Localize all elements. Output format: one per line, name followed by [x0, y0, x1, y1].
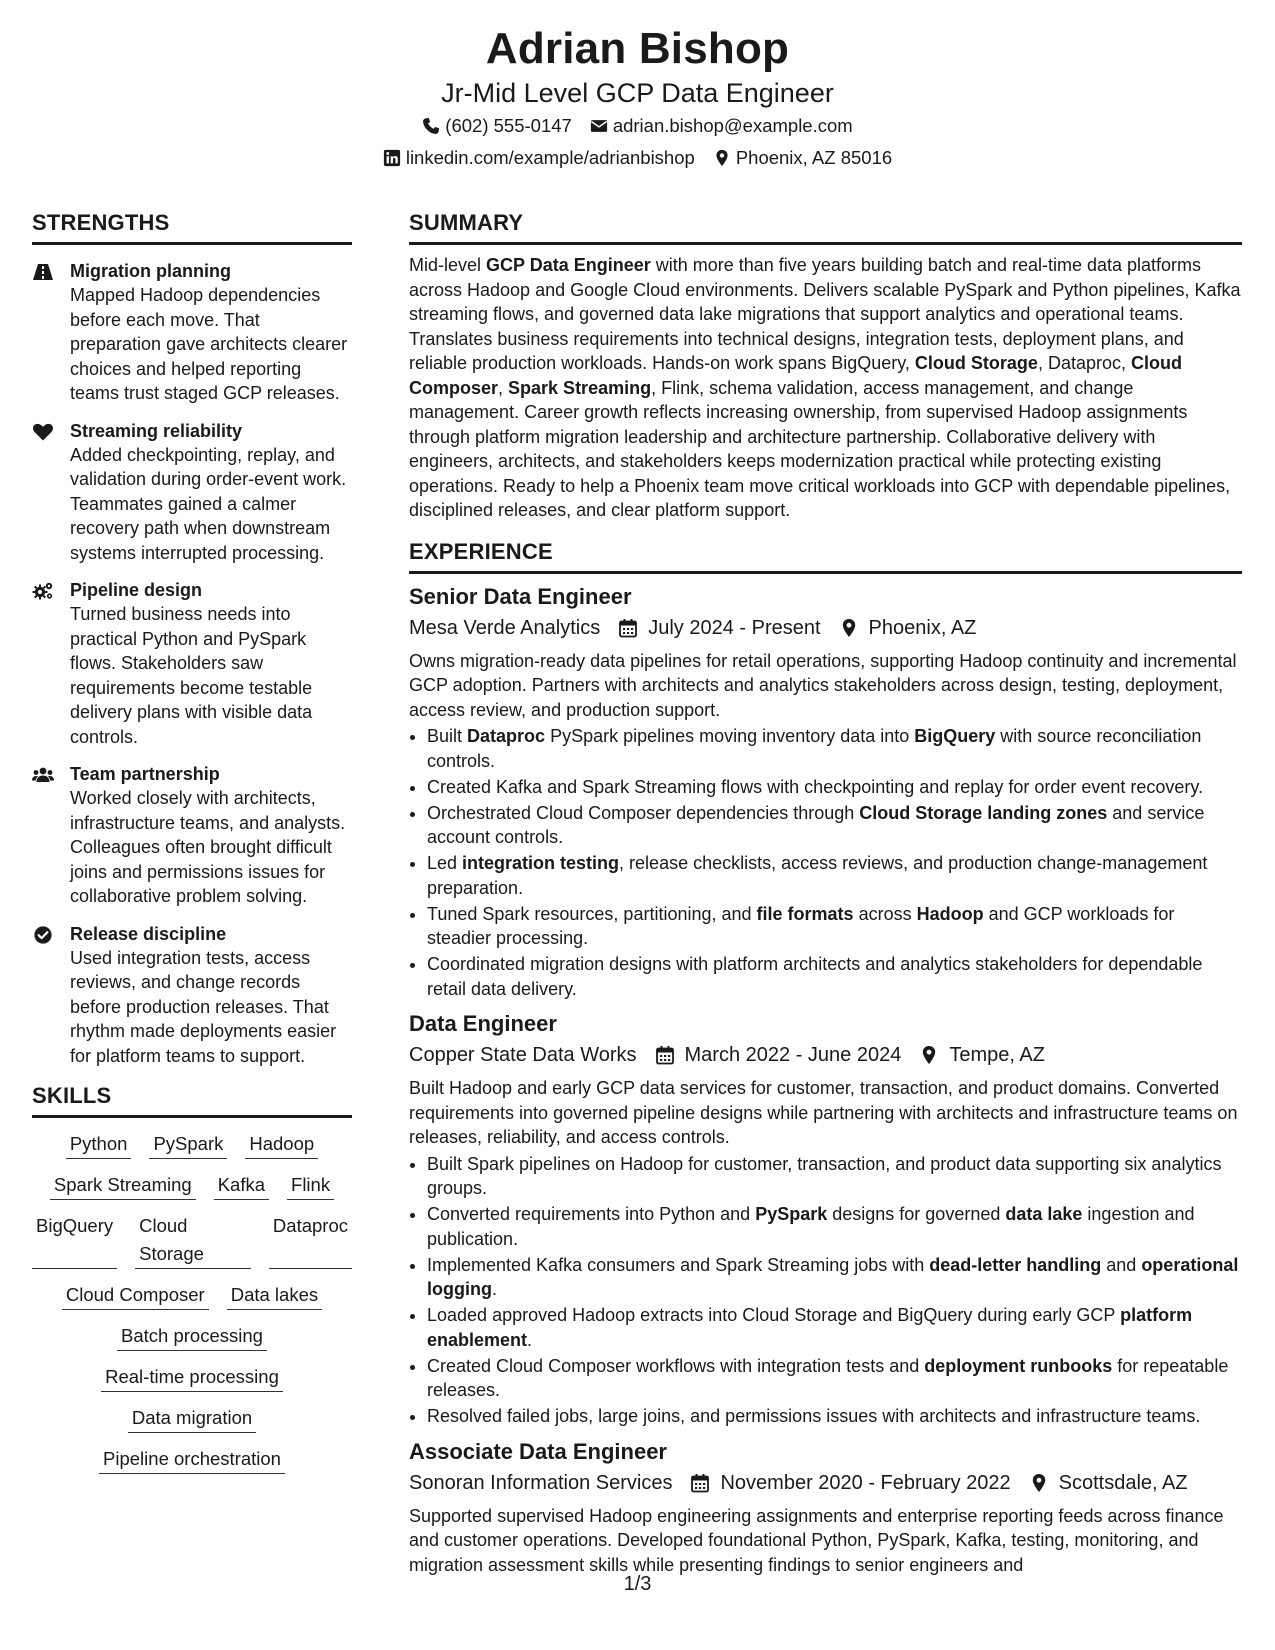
strength-title: Migration planning	[70, 261, 231, 281]
email-contact	[590, 110, 853, 142]
job-meta	[409, 613, 1242, 643]
phone-contact	[422, 110, 572, 142]
check-circle-icon	[32, 922, 70, 1069]
bullet-item: • Loaded approved Hadoop extracts into Cloud Storage and BigQuery during early GCP platform enablement.	[427, 1303, 1242, 1352]
candidate-name: Adrian Bishop	[485, 24, 790, 73]
job-title: Associate Data Engineer	[409, 1438, 667, 1464]
strength-title: Pipeline design	[70, 580, 203, 600]
skill-tag: Python	[66, 1130, 132, 1159]
company-name: Sonoran Information Services	[409, 1471, 673, 1494]
skill-tag: Cloud Storage	[135, 1212, 251, 1269]
email-text[interactable]: adrian.bishop@example.com	[612, 115, 853, 136]
section-divider	[32, 242, 352, 245]
gears-icon	[32, 578, 70, 749]
skills-heading: SKILLS	[32, 1083, 112, 1108]
skill-tag: Cloud Composer	[62, 1281, 209, 1310]
strength-item	[32, 762, 352, 909]
linkedin-contact	[383, 142, 695, 174]
job-title: Senior Data Engineer	[409, 583, 632, 609]
left-column	[32, 208, 352, 1474]
strength-body	[70, 578, 352, 749]
bullet-item: • Tuned Spark resources, partitioning, and file formats across Hadoop and GCP workloads for steadier processing.	[427, 902, 1242, 951]
calendar-icon	[690, 1473, 710, 1493]
calendar-icon	[655, 1045, 675, 1065]
bullet-item: • Created Cloud Composer workflows with integration tests and deployment runbooks for repeatable releases.	[427, 1354, 1242, 1403]
resume-header	[0, 22, 1275, 174]
skills-list	[32, 1130, 352, 1474]
bold-keyword: data lake	[1005, 1204, 1083, 1224]
map-pin-icon	[839, 618, 859, 638]
bold-keyword: operational logging	[427, 1254, 1239, 1299]
strength-body	[70, 419, 352, 566]
strength-description: Turned business needs into practical Python and PySpark flows. Stakeholders saw requirements become testable delivery plans with visible data controls.	[70, 604, 313, 747]
phone-icon	[422, 117, 440, 135]
skill-tag: Data lakes	[227, 1281, 322, 1310]
strength-title: Streaming reliability	[70, 420, 243, 441]
job-meta	[409, 1040, 1242, 1070]
road-icon	[32, 259, 70, 406]
job-location: Phoenix, AZ	[868, 616, 977, 639]
strength-body	[70, 762, 352, 909]
job-meta	[409, 1468, 1242, 1498]
skill-tag: BigQuery	[32, 1212, 117, 1269]
bullet-item: • Implemented Kafka consumers and Spark Streaming jobs with dead-letter handling and operational logging.	[427, 1253, 1242, 1302]
strength-title: Release discipline	[70, 923, 227, 944]
skill-tag: Pipeline orchestration	[99, 1445, 285, 1474]
bullet-item: • Coordinated migration designs with platform architects and analytics stakeholders for dependable retail data delivery.	[427, 952, 1242, 1001]
skill-row	[32, 1445, 352, 1474]
skill-row	[32, 1130, 352, 1159]
job-dates: November 2020 - February 2022	[720, 1471, 1011, 1494]
skill-row	[32, 1281, 352, 1310]
section-divider	[32, 1115, 352, 1118]
section-divider	[409, 242, 1242, 245]
candidate-title: Jr-Mid Level GCP Data Engineer	[441, 78, 834, 108]
bold-keyword: deployment runbooks	[924, 1355, 1113, 1376]
strength-item	[32, 259, 352, 406]
strength-description: Mapped Hadoop dependencies before each move. That preparation gave architects clearer choices and helped reporting teams trust staged GCP releases.	[70, 285, 348, 403]
bold-keyword: Hadoop	[916, 903, 984, 924]
bullet-item: • Created Kafka and Spark Streaming flows with checkpointing and replay for order event recovery.	[427, 775, 1242, 800]
contact-line-1	[0, 110, 1275, 142]
skill-row	[32, 1404, 352, 1433]
skill-row	[32, 1363, 352, 1392]
bold-keyword: Cloud Storage	[914, 353, 1038, 373]
experience-list	[409, 582, 1242, 1578]
right-column	[409, 208, 1242, 1577]
bold-keyword: dead-letter handling	[929, 1254, 1102, 1275]
envelope-icon	[590, 117, 608, 135]
bold-keyword: Dataproc	[467, 726, 546, 746]
strength-item	[32, 578, 352, 749]
company-name: Mesa Verde Analytics	[409, 616, 601, 639]
strengths-heading: STRENGTHS	[32, 210, 170, 235]
strength-body	[70, 922, 352, 1069]
job-description: Supported supervised Hadoop engineering assignments and enterprise reporting feeds across finance and customer operations. Developed foundational Python, PySpark, Kafka, testing, monitoring, and migration assessment skills while presenting findings to senior engineers and	[409, 1505, 1224, 1575]
bold-keyword: Cloud Storage landing zones	[859, 802, 1108, 823]
bullet-item: • Resolved failed jobs, large joins, and permissions issues with architects and infrastructure teams.	[427, 1404, 1242, 1429]
strength-item	[32, 419, 352, 566]
section-divider	[409, 571, 1242, 574]
skill-tag: Data migration	[128, 1404, 256, 1433]
users-icon	[32, 762, 70, 909]
map-pin-icon	[713, 149, 731, 167]
linkedin-text[interactable]: linkedin.com/example/adrianbishop	[405, 147, 695, 168]
map-pin-icon	[1029, 1473, 1049, 1493]
bold-keyword: integration testing	[462, 853, 620, 873]
linkedin-icon	[383, 149, 401, 167]
location-contact	[713, 142, 892, 174]
skill-tag: Spark Streaming	[50, 1171, 196, 1200]
location-text: Phoenix, AZ 85016	[735, 147, 893, 168]
bullet-item: • Converted requirements into Python and PySpark designs for governed data lake ingestion and publication.	[427, 1202, 1242, 1251]
job-dates: March 2022 - June 2024	[684, 1044, 902, 1066]
skill-tag: Batch processing	[117, 1322, 267, 1351]
skill-tag: PySpark	[149, 1130, 227, 1159]
bullet-item: • Built Spark pipelines on Hadoop for customer, transaction, and product data supporting six analytics groups.	[427, 1152, 1242, 1201]
strengths-list	[32, 259, 352, 1068]
heart-icon	[32, 419, 70, 566]
contact-line-2	[0, 142, 1275, 174]
job-bullets	[409, 1152, 1242, 1429]
experience-heading: EXPERIENCE	[409, 538, 553, 564]
map-pin-icon	[919, 1045, 939, 1065]
bold-keyword: PySpark	[755, 1204, 828, 1224]
page-number: 1/3	[623, 1573, 652, 1595]
skill-row	[32, 1322, 352, 1351]
summary-text: Mid-level GCP Data Engineer with more than five years building batch and real-time data platforms across Hadoop and Google Cloud environments. Delivers scalable PySpark and Python pipelines, Kafka streaming flows, and governed data lake migrations that support analytics and operational teams. Translates business requirements into technical designs, integration tests, deployment plans, and reliable production workloads. Hands-on work spans BigQuery, Cloud Storage, Dataproc, Cloud Composer, Spark Streaming, Flink, schema validation, access management, and change management. Career growth reflects increasing ownership, from supervised Hadoop assignments through platform migration leadership and architecture partnership. Collaborative delivery with engineers, architects, and stakeholders keeps modernization practical while protecting existing operations. Ready to help a Phoenix team move critical workloads into GCP with dependable pipelines, disciplined releases, and clear platform support.	[409, 255, 1241, 520]
strength-description: Added checkpointing, replay, and validation during order-event work. Teammates gained a calmer recovery path when downstream systems interrupted processing.	[70, 444, 347, 563]
skill-row	[32, 1212, 352, 1269]
bullet-item: • Led integration testing, release checklists, access reviews, and production change-management preparation.	[427, 851, 1242, 900]
skill-tag: Flink	[287, 1171, 334, 1200]
bold-keyword: file formats	[756, 903, 854, 924]
bullet-item: • Built Dataproc PySpark pipelines moving inventory data into BigQuery with source reconciliation controls.	[427, 724, 1242, 773]
skill-tag: Kafka	[214, 1171, 269, 1200]
job-entry	[409, 1437, 1242, 1578]
job-bullets	[409, 724, 1242, 1001]
skill-tag: Hadoop	[245, 1130, 318, 1159]
job-location: Tempe, AZ	[949, 1044, 1045, 1066]
phone-text[interactable]: (602) 555-0147	[445, 115, 572, 136]
strength-description: Used integration tests, access reviews, and change records before production releases. That rhythm made deployments easier for platform teams to support.	[70, 947, 337, 1066]
calendar-icon	[618, 618, 638, 638]
job-location: Scottsdale, AZ	[1058, 1471, 1188, 1494]
strength-description: Worked closely with architects, infrastructure teams, and analysts. Colleagues often brought difficult joins and permissions issues for collaborative problem solving.	[70, 788, 346, 906]
bold-keyword: Cloud Composer	[409, 353, 1182, 398]
skill-tag: Real-time processing	[101, 1363, 283, 1392]
job-title: Data Engineer	[409, 1011, 557, 1036]
skill-tag: Dataproc	[269, 1212, 352, 1269]
bold-keyword: BigQuery	[914, 726, 996, 746]
skill-row	[32, 1171, 352, 1200]
job-entry	[409, 1009, 1242, 1429]
job-description: Owns migration-ready data pipelines for retail operations, supporting Hadoop continuity and incremental GCP adoption. Partners with architects and analytics stakeholders across design, testing, deployment, access review, and production support.	[409, 650, 1237, 720]
job-entry	[409, 582, 1242, 1002]
strength-item	[32, 922, 352, 1069]
strength-title: Team partnership	[70, 764, 220, 784]
bold-keyword: platform enablement	[427, 1305, 1193, 1350]
strength-body	[70, 259, 352, 406]
bold-keyword: GCP Data Engineer	[486, 255, 651, 275]
job-dates: July 2024 - Present	[648, 616, 821, 639]
company-name: Copper State Data Works	[409, 1044, 637, 1066]
bold-keyword: Spark Streaming	[508, 377, 652, 398]
job-description: Built Hadoop and early GCP data services for customer, transaction, and product domains. Converted requirements into governed pipeline designs while partnering with architects and infrastructure teams on releases, reliability, and access controls.	[409, 1078, 1238, 1147]
bullet-item: • Orchestrated Cloud Composer dependencies through Cloud Storage landing zones and service account controls.	[427, 801, 1242, 850]
summary-heading: SUMMARY	[409, 210, 524, 235]
